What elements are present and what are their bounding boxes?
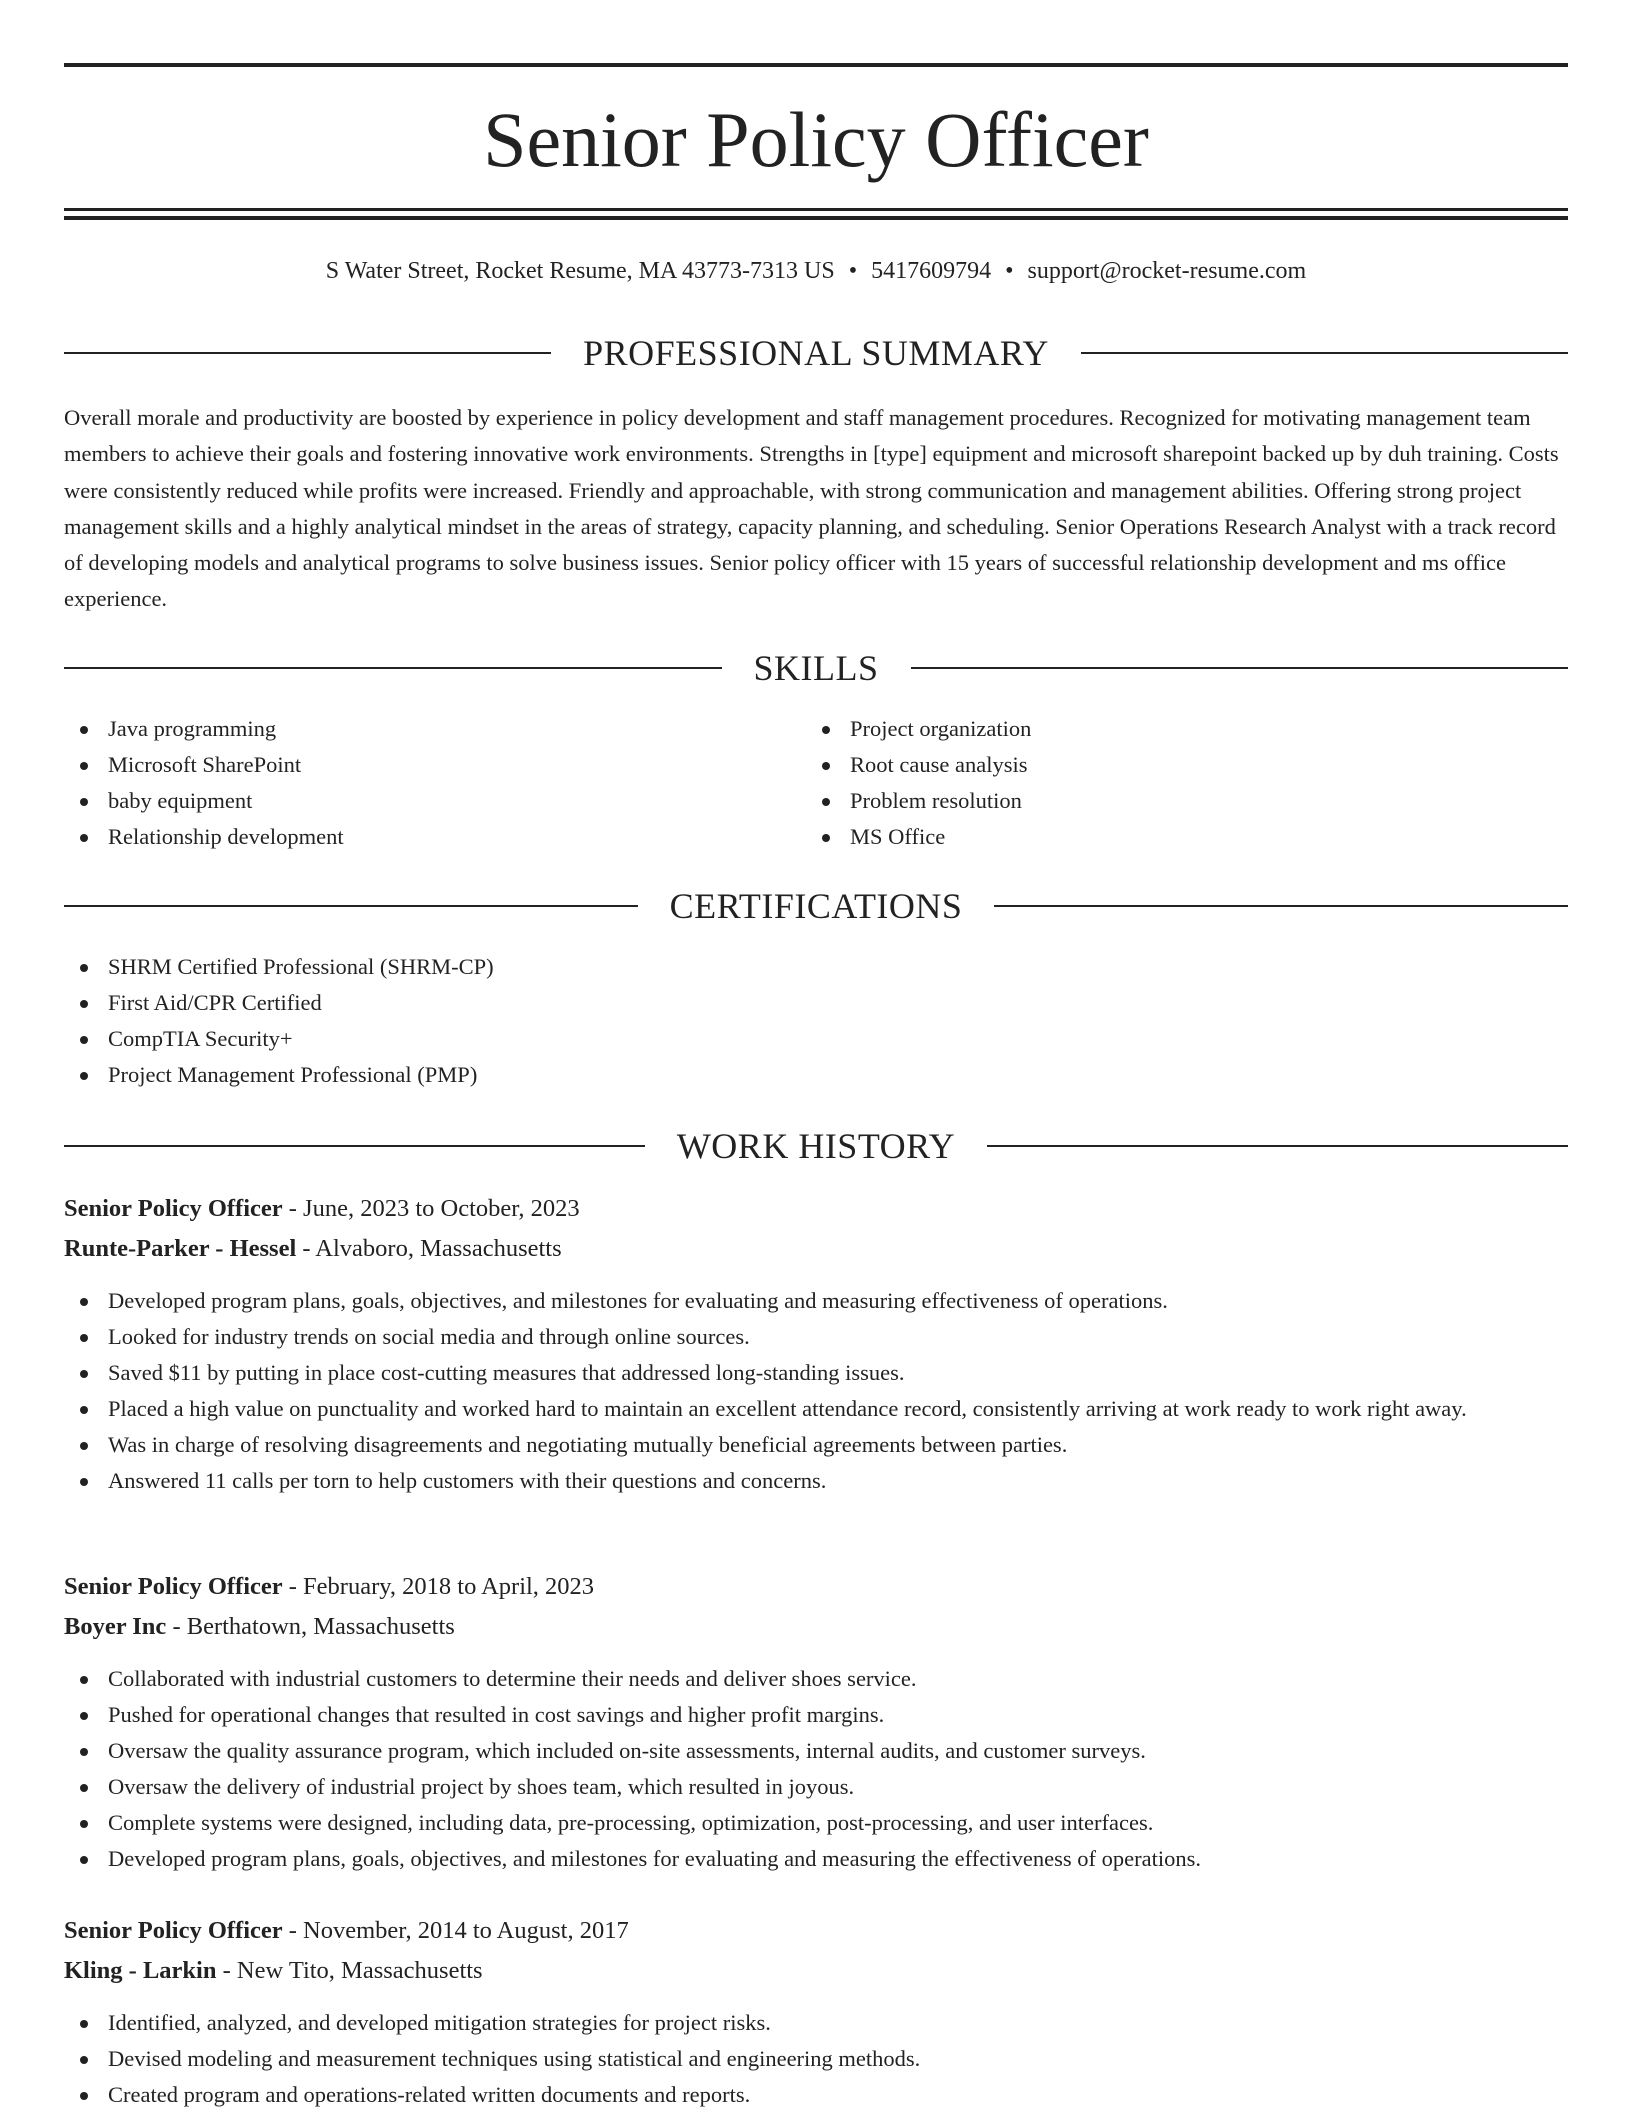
- job-company-line: [64, 1951, 1568, 1991]
- job-bullet: Complete systems were designed, including data, pre-processing, optimization, post-processing, and user interfaces.: [64, 1805, 1568, 1841]
- job-bullet: Developed program plans, goals, objectives, and milestones for evaluating and measuring effectiveness of operations.: [64, 1283, 1568, 1319]
- section-title: CERTIFICATIONS: [669, 886, 963, 926]
- skill-item: Root cause analysis: [806, 747, 1546, 783]
- skills-list-left: [64, 711, 804, 855]
- job-company-line: [64, 1607, 1568, 1647]
- job-bullet: Identified, analyzed, and developed mitigation strategies for project risks.: [64, 2005, 1568, 2041]
- skills-list-right: [806, 711, 1546, 855]
- job-bullet: Collaborated with industrial customers to determine their needs and deliver shoes service.: [64, 1661, 1568, 1697]
- certification-item: SHRM Certified Professional (SHRM-CP): [64, 949, 1568, 985]
- job-title: Senior Policy Officer: [64, 1573, 283, 1600]
- resume-name: Senior Policy Officer: [483, 96, 1149, 183]
- job-bullet: Was in charge of resolving disagreements and negotiating mutually beneficial agreements between parties.: [64, 1427, 1568, 1463]
- job-title: Senior Policy Officer: [64, 1917, 283, 1944]
- job-bullet: Placed a high value on punctuality and worked hard to maintain an excellent attendance record, consistently arriving at work ready to work right away.: [64, 1391, 1568, 1427]
- skill-item: Project organization: [806, 711, 1546, 747]
- job-entry: [64, 1189, 1568, 1499]
- certification-item: CompTIA Security+: [64, 1021, 1568, 1057]
- skill-item: Problem resolution: [806, 783, 1546, 819]
- job-bullet: Created program and operations-related written documents and reports.: [64, 2077, 1568, 2113]
- job-bullets: [64, 1283, 1568, 1499]
- heading-rule: [64, 667, 722, 669]
- certifications-list: [64, 949, 1568, 1093]
- contact-separator: •: [848, 258, 858, 284]
- skill-item: Microsoft SharePoint: [64, 747, 804, 783]
- job-bullet: Looked for industry trends on social media and through online sources.: [64, 1319, 1568, 1355]
- header-double-rule-lower: [64, 216, 1568, 220]
- job-title-line: [64, 1567, 1568, 1607]
- contact-phone: 5417609794: [871, 258, 992, 284]
- job-title-line: [64, 1189, 1568, 1229]
- job-bullet: Oversaw the quality assurance program, which included on-site assessments, internal audits, and customer surveys.: [64, 1733, 1568, 1769]
- job-entry: [64, 1567, 1568, 1877]
- job-bullets: [64, 2005, 1568, 2113]
- heading-rule: [987, 1145, 1568, 1147]
- section-heading-skills: [64, 646, 1568, 690]
- job-company: Runte-Parker - Hessel: [64, 1235, 297, 1262]
- certification-item: Project Management Professional (PMP): [64, 1057, 1568, 1093]
- skill-item: Java programming: [64, 711, 804, 747]
- job-location: - Alvaboro, Massachusetts: [296, 1235, 562, 1262]
- skill-item: MS Office: [806, 819, 1546, 855]
- job-dates: - June, 2023 to October, 2023: [282, 1195, 580, 1222]
- section-heading-certifications: [64, 884, 1568, 928]
- heading-rule: [64, 905, 638, 907]
- contact-email: support@rocket-resume.com: [1027, 258, 1307, 284]
- job-bullet: Saved $11 by putting in place cost-cutting measures that addressed long-standing issues.: [64, 1355, 1568, 1391]
- job-bullet: Devised modeling and measurement techniques using statistical and engineering methods.: [64, 2041, 1568, 2077]
- job-company: Kling - Larkin: [64, 1957, 217, 1984]
- job-title: Senior Policy Officer: [64, 1195, 283, 1222]
- heading-rule: [911, 667, 1569, 669]
- skill-item: Relationship development: [64, 819, 804, 855]
- section-title: SKILLS: [753, 648, 879, 688]
- section-heading-summary: [64, 331, 1568, 375]
- header-top-rule: [64, 63, 1568, 67]
- job-dates: - February, 2018 to April, 2023: [282, 1573, 595, 1600]
- job-location: - Berthatown, Massachusetts: [166, 1613, 455, 1640]
- section-title: WORK HISTORY: [676, 1126, 956, 1166]
- heading-rule: [64, 352, 551, 354]
- section-title: PROFESSIONAL SUMMARY: [583, 333, 1049, 373]
- job-company-line: [64, 1229, 1568, 1269]
- skill-item: baby equipment: [64, 783, 804, 819]
- job-location: - New Tito, Massachusetts: [216, 1957, 483, 1984]
- heading-rule: [1081, 352, 1568, 354]
- contact-separator: •: [1005, 258, 1014, 284]
- job-bullet: Answered 11 calls per torn to help customers with their questions and concerns.: [64, 1463, 1568, 1499]
- job-company: Boyer Inc: [64, 1613, 167, 1640]
- summary-text: Overall morale and productivity are boosted by experience in policy development and staff management procedures. Recognized for motivating management team members to achieve their goals and fostering innovative work environments. Strengths in [type] equipment and microsoft sharepoint backed up by duh training. Costs were consistently reduced while profits were increased. Friendly and approachable, with strong communication and management abilities. Offering strong project management skills and a highly analytical mindset in the areas of strategy, capacity planning, and scheduling. Senior Operations Research Analyst with a track record of developing models and analytical programs to solve business issues. Senior policy officer with 15 years of successful relationship development and ms office experience.: [64, 405, 1559, 612]
- job-entry: [64, 1911, 1568, 2113]
- certification-item: First Aid/CPR Certified: [64, 985, 1568, 1021]
- contact-address: S Water Street, Rocket Resume, MA 43773-7313 US: [325, 258, 835, 284]
- job-bullets: [64, 1661, 1568, 1877]
- header-double-rule-upper: [64, 208, 1568, 211]
- contact-line: [64, 254, 1568, 288]
- job-bullet: Oversaw the delivery of industrial project by shoes team, which resulted in joyous.: [64, 1769, 1568, 1805]
- job-title-line: [64, 1911, 1568, 1951]
- heading-rule: [64, 1145, 645, 1147]
- job-bullet: Developed program plans, goals, objectives, and milestones for evaluating and measuring the effectiveness of operations.: [64, 1841, 1568, 1877]
- heading-rule: [994, 905, 1568, 907]
- job-dates: - November, 2014 to August, 2017: [282, 1917, 629, 1944]
- section-heading-work-history: [64, 1124, 1568, 1168]
- job-bullet: Pushed for operational changes that resulted in cost savings and higher profit margins.: [64, 1697, 1568, 1733]
